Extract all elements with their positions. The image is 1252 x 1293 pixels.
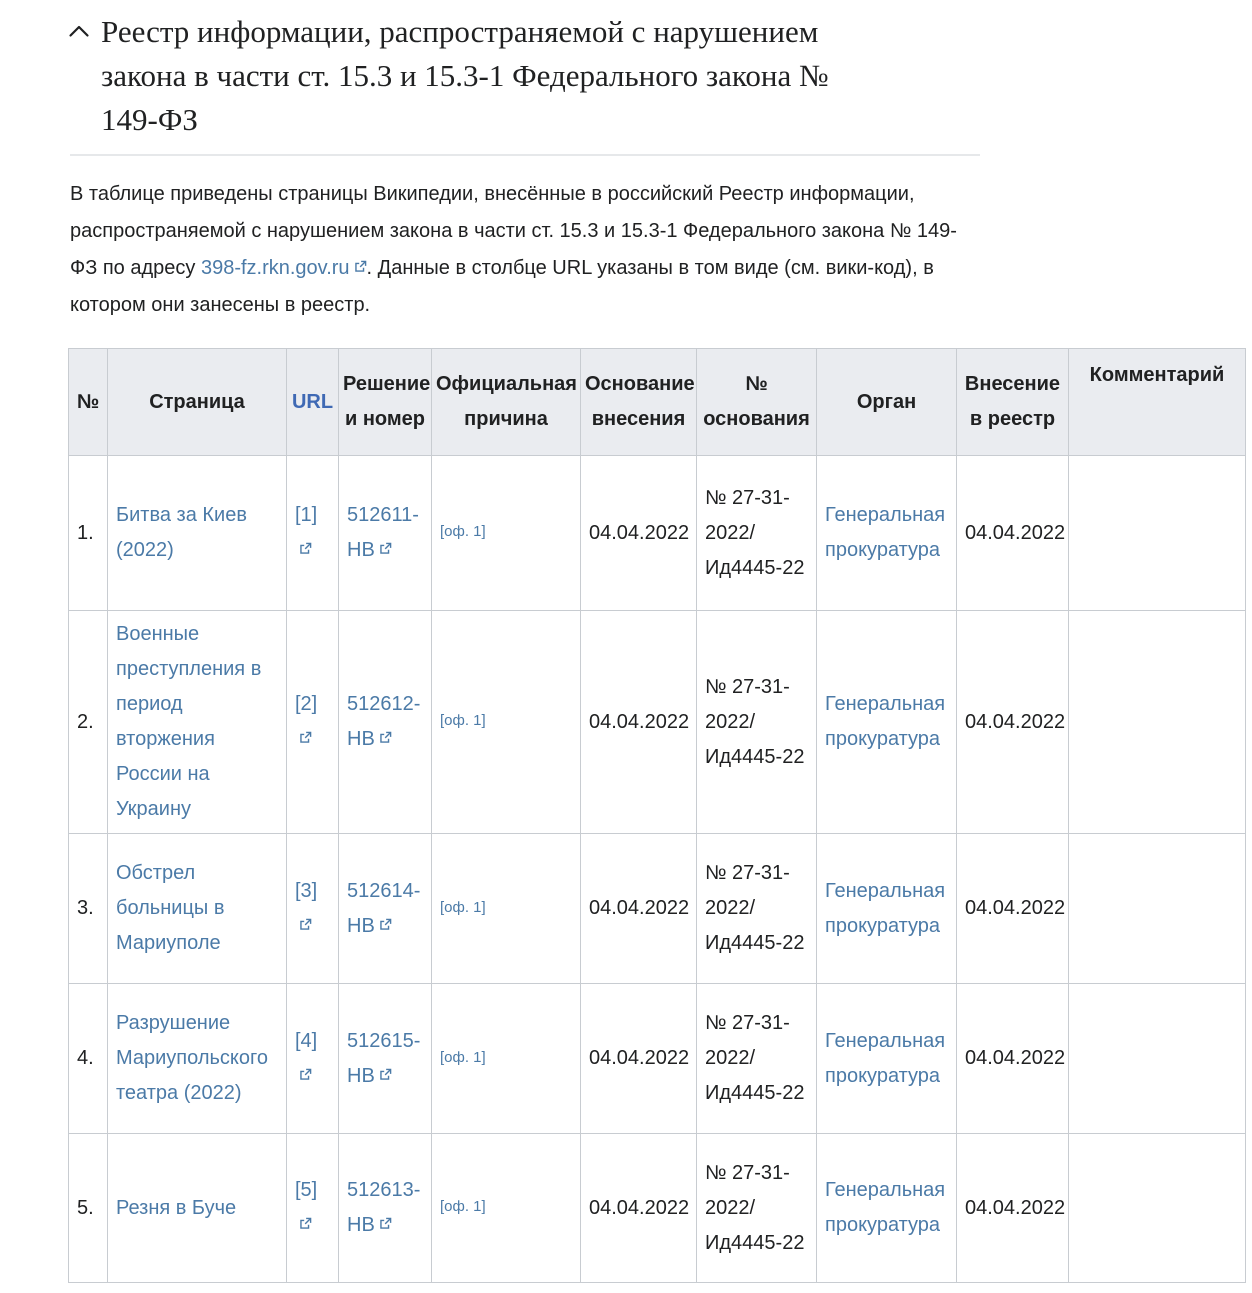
official-reason-footnote[interactable]: [оф. 1] bbox=[440, 1198, 486, 1215]
decision-link[interactable] bbox=[347, 693, 420, 750]
header-page: Страница bbox=[108, 349, 287, 456]
decision-cell bbox=[339, 984, 432, 1134]
decision-cell bbox=[339, 834, 432, 984]
organ-cell bbox=[817, 834, 957, 984]
header-num: № bbox=[69, 349, 108, 456]
comment-cell bbox=[1069, 984, 1246, 1134]
official-reason-footnote[interactable]: [оф. 1] bbox=[440, 712, 486, 729]
url-link-label: [4] bbox=[295, 1029, 318, 1052]
comment-cell bbox=[1069, 456, 1246, 611]
decision-cell bbox=[339, 456, 432, 611]
reason-cell bbox=[432, 1134, 581, 1283]
comment-cell bbox=[1069, 1134, 1246, 1283]
header-decision: Решение и номер bbox=[339, 349, 432, 456]
organ-link[interactable]: Генеральная прокуратура bbox=[825, 693, 946, 750]
registry-address-link-label: 398-fz.rkn.gov.ru bbox=[200, 257, 350, 279]
url-external-link[interactable] bbox=[295, 693, 317, 750]
decision-link[interactable] bbox=[347, 880, 420, 937]
organ-cell bbox=[817, 1134, 957, 1283]
decision-link-label: 512612-НВ bbox=[347, 693, 421, 750]
official-reason-footnote[interactable]: [оф. 1] bbox=[440, 523, 486, 540]
external-link-icon bbox=[379, 721, 392, 756]
basis-date-cell: 04.04.2022 bbox=[581, 1134, 697, 1283]
url-external-link[interactable] bbox=[295, 1179, 317, 1236]
official-reason-footnote[interactable]: [оф. 1] bbox=[440, 898, 486, 916]
header-comment: Комментарий bbox=[1069, 349, 1246, 456]
page-cell bbox=[108, 984, 287, 1134]
intro-text-before: В таблице приведены страницы Википедии, внесённые в российский Реестр информации, распространяемой с нарушением закона в части ст. 15.3 и 15.3-1 Федерального закона № 149-ФЗ по адресу bbox=[70, 183, 957, 279]
entry-date-cell: 04.04.2022 bbox=[957, 611, 1069, 834]
entry-date-cell: 04.04.2022 bbox=[957, 456, 1069, 611]
url-external-link[interactable] bbox=[295, 880, 317, 937]
external-link-icon bbox=[379, 532, 392, 567]
decision-link-label: 512614-НВ bbox=[347, 879, 421, 937]
comment-cell bbox=[1069, 834, 1246, 984]
page-link[interactable]: Разрушение Мариупольского театра (2022) bbox=[116, 1012, 268, 1104]
organ-link[interactable]: Генеральная прокуратура bbox=[825, 879, 946, 937]
basis-number-cell: № 27-31-2022/​Ид4445-22 bbox=[697, 834, 817, 984]
table-row bbox=[69, 611, 1246, 834]
chevron-up-icon[interactable] bbox=[68, 23, 90, 43]
row-number-cell: 3. bbox=[69, 834, 108, 984]
page-link[interactable]: Обстрел больницы в Мариуполе bbox=[116, 862, 225, 954]
decision-link[interactable] bbox=[347, 1179, 420, 1236]
organ-link[interactable]: Генеральная прокуратура bbox=[825, 1029, 946, 1087]
organ-cell bbox=[817, 456, 957, 611]
url-cell bbox=[287, 456, 339, 611]
basis-date-cell: 04.04.2022 bbox=[581, 984, 697, 1134]
url-link-label: [2] bbox=[295, 693, 318, 715]
registry-address-link[interactable] bbox=[201, 257, 367, 279]
reason-cell bbox=[432, 834, 581, 984]
header-basis-num: № основания bbox=[697, 349, 817, 456]
entry-date-cell: 04.04.2022 bbox=[957, 984, 1069, 1134]
url-cell bbox=[287, 1134, 339, 1283]
page-link[interactable]: Битва за Киев (2022) bbox=[116, 504, 247, 561]
basis-number-cell: № 27-31-2022/​Ид4445-22 bbox=[697, 984, 817, 1134]
basis-date-cell: 04.04.2022 bbox=[581, 611, 697, 834]
url-cell bbox=[287, 611, 339, 834]
header-entered: Внесение в реестр bbox=[957, 349, 1069, 456]
basis-number-cell: № 27-31-2022/​Ид4445-22 bbox=[697, 611, 817, 834]
basis-number-cell: № 27-31-2022/​Ид4445-22 bbox=[697, 456, 817, 611]
url-cell bbox=[287, 834, 339, 984]
section-divider bbox=[70, 154, 980, 156]
header-basis: Основание внесения bbox=[581, 349, 697, 456]
url-external-link[interactable] bbox=[295, 1030, 317, 1087]
url-cell bbox=[287, 984, 339, 1134]
official-reason-footnote[interactable]: [оф. 1] bbox=[440, 1048, 486, 1066]
row-number-cell: 4. bbox=[69, 984, 108, 1134]
table-row bbox=[69, 834, 1246, 984]
external-link-icon bbox=[379, 1207, 392, 1242]
table-row bbox=[69, 984, 1246, 1134]
decision-cell bbox=[339, 1134, 432, 1283]
header-reason: Официальная причина bbox=[432, 349, 581, 456]
header-url-link[interactable]: URL bbox=[291, 390, 334, 413]
intro-text-after: . Данные в столбце URL указаны в том виде (см. вики-код), в котором они занесены в реестр. bbox=[70, 257, 934, 316]
external-link-icon bbox=[299, 908, 312, 943]
decision-link-label: 512611-НВ bbox=[347, 504, 419, 561]
row-number-cell: 5. bbox=[69, 1134, 108, 1283]
table-row bbox=[69, 456, 1246, 611]
url-external-link[interactable] bbox=[295, 504, 317, 561]
header-url bbox=[287, 349, 339, 456]
page-link[interactable]: Военные преступления в период вторжения России на Украину bbox=[116, 623, 262, 820]
basis-date-cell: 04.04.2022 bbox=[581, 456, 697, 611]
decision-link[interactable] bbox=[347, 504, 419, 561]
decision-link-label: 512613-НВ bbox=[347, 1179, 421, 1236]
entry-date-cell: 04.04.2022 bbox=[957, 834, 1069, 984]
page-cell bbox=[108, 1134, 287, 1283]
basis-number-cell: № 27-31-2022/​Ид4445-22 bbox=[697, 1134, 817, 1283]
organ-link[interactable]: Генеральная прокуратура bbox=[825, 504, 946, 561]
page-title: Реестр информации, распространяемой с нарушением закона в части ст. 15.3 и 15.3-1 Федерального закона № 149-ФЗ bbox=[101, 14, 829, 137]
url-link-label: [5] bbox=[295, 1179, 318, 1201]
url-link-label: [3] bbox=[295, 879, 318, 902]
decision-link[interactable] bbox=[347, 1030, 420, 1087]
entry-date-cell: 04.04.2022 bbox=[957, 1134, 1069, 1283]
organ-cell bbox=[817, 611, 957, 834]
external-link-icon bbox=[379, 908, 392, 943]
row-number-cell: 2. bbox=[69, 611, 108, 834]
reason-cell bbox=[432, 984, 581, 1134]
intro-paragraph bbox=[70, 176, 978, 324]
reason-cell bbox=[432, 611, 581, 834]
organ-cell bbox=[817, 984, 957, 1134]
page-cell bbox=[108, 611, 287, 834]
external-link-icon bbox=[299, 721, 312, 756]
external-link-icon bbox=[354, 249, 367, 286]
page-link[interactable]: Резня в Буче bbox=[116, 1196, 237, 1219]
page-cell bbox=[108, 456, 287, 611]
external-link-icon bbox=[299, 532, 312, 567]
page-cell bbox=[108, 834, 287, 984]
row-number-cell: 1. bbox=[69, 456, 108, 611]
reason-cell bbox=[432, 456, 581, 611]
header-organ: Орган bbox=[817, 349, 957, 456]
organ-link[interactable]: Генеральная прокуратура bbox=[825, 1179, 946, 1236]
external-link-icon bbox=[299, 1058, 312, 1093]
url-link-label: [1] bbox=[295, 504, 318, 526]
external-link-icon bbox=[299, 1207, 312, 1242]
decision-link-label: 512615-НВ bbox=[347, 1029, 421, 1087]
comment-cell bbox=[1069, 611, 1246, 834]
external-link-icon bbox=[379, 1058, 392, 1093]
table-header-row bbox=[69, 349, 1246, 456]
decision-cell bbox=[339, 611, 432, 834]
section-heading[interactable] bbox=[68, 10, 1245, 142]
table-row bbox=[69, 1134, 1246, 1283]
basis-date-cell: 04.04.2022 bbox=[581, 834, 697, 984]
registry-table bbox=[68, 348, 1246, 1283]
